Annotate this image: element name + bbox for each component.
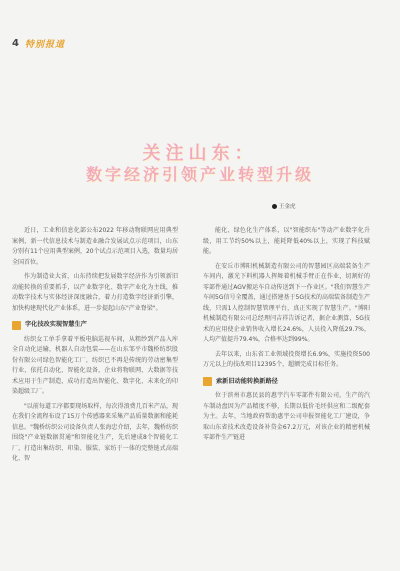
paragraph: 纺织女工单手拿着平板电脑巡视车间，从粗纱到产品入库全自动化运输，机器人自动包装——在山东邹平市魏桥纺织股份有限公司绿色智能化工厂，纺织已不再是传统的劳动密集型行业，依托自动化、智能化设备，企业将物联网、大数据等技术应用于生产制造，成功打造出智能化、数字化、未来化的印染超级工厂。	[12, 335, 178, 395]
section-label: 特别报道	[24, 40, 65, 50]
page-header	[12, 37, 65, 50]
article-title-line-2: 数字经济引领产业转型升级	[85, 165, 314, 184]
paragraph: 去年以来，山东省工业领域投资增长6.9%，实施投资500万元以上的技改项目12395个，超额完成目标任务。	[203, 350, 370, 368]
subheading-text: 索新旧动能转换新路径	[216, 377, 278, 385]
subheading	[12, 320, 178, 331]
left-column	[12, 226, 178, 469]
page-number: 4	[12, 38, 19, 49]
section-marker-icon	[12, 321, 21, 330]
subheading-text: 字化技改实现智慧生产	[25, 321, 87, 328]
author-dot-icon	[272, 204, 277, 209]
paragraph: 在安丘市博阳机械制造有限公司的智慧园区高端装备生产车间内，激光下料机器人挥舞着机械手臂正在作业，切割好的零部件通过AGV搬运车自动传送到下一作业区。"我们智慧生产车间5G信号全覆盖，通过搭建基于5G技术的高端装备制造生产线，只需1人控制智慧管理平台，真正实现了智慧生产。"博阳机械制造有限公司总经理闫吉祥告诉记者，据企业测算，5G技术的应用使企业销售收入增长24.6%，人员投入降低29.7%，人均产值提升79.4%，合格率达到99%。	[203, 262, 370, 343]
section-marker-icon	[203, 377, 212, 386]
article-title-line-1: 关注山东：	[142, 143, 258, 164]
right-column	[203, 226, 370, 448]
paragraph: "以前每道工序都要现场取样，每次得浪费几百米产品，现在我们全流程布设了15万个传感器来采集产品质量数据和能耗信息。"魏桥纺织公司设备负责人张海忠介绍，去年，魏桥纺织围绕"产业链数据贯通"和智能化生产，先后建成8个智能化工厂，打造出集纺织、印染、服装、家纺于一体的完整链式高端化、智	[12, 402, 178, 462]
byline	[272, 202, 296, 210]
paragraph: 位于滨州市惠民县的惠宇汽车零部件有限公司，生产的汽车制动盘因为产品精度不够，长期以低价毛坯供应和二级配套为主。去年，当地政府帮助惠宇公司申报智能化工厂建设，争取山东省技术改造设备补贷金67.2万元，对该企业的精密机械零部件生产链进	[203, 392, 370, 441]
paragraph: 近日，工业和信息化部公布2022 年移动物联网应用典型案例，新一代信息技术与制造业融合发展试点示范项目，山东分别有11个应用典型案例，20个试点示范项目入选，数量均居全国首位。	[12, 227, 178, 266]
paragraph: 作为制造业大省，山东持续把发展数字经济作为引领新旧动能转换的重要抓手，以产业数字化、数字产业化为主线，推动数字技术与实体经济深度融合，着力打造数字经济新引擎，加快构建现代化产业体系，进一步提起山东"产业脊梁"。	[12, 273, 178, 312]
subheading	[203, 377, 370, 388]
author-name: 王金虎	[279, 204, 296, 210]
paragraph: 能化、绿色化生产体系，以"智能织布"等动产业数字化升级，用工节约50%以上，能耗降低40%以上，实现了科技赋能。	[203, 227, 370, 255]
